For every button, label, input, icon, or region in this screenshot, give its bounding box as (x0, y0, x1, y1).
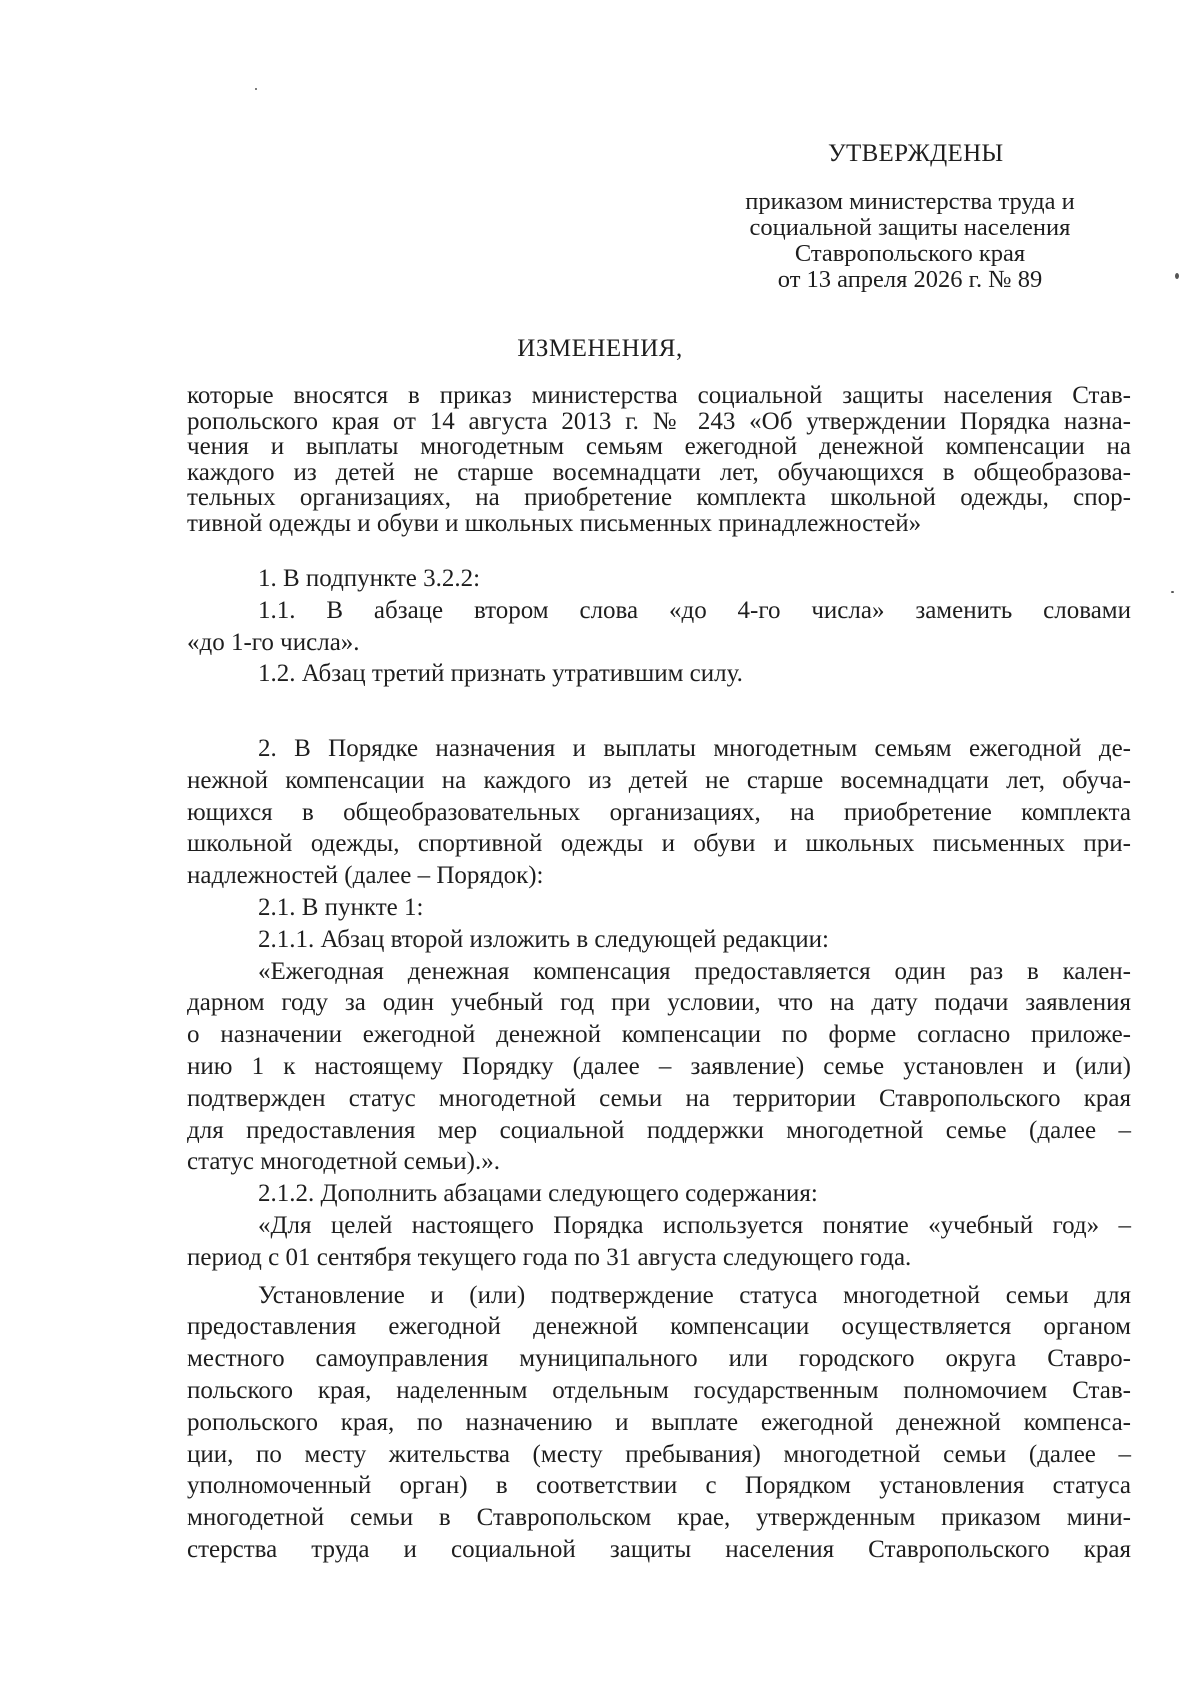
paragraph-line: 2.1.1. Абзац второй изложить в следующей редакции: (258, 925, 829, 953)
paragraph-line: 2.1. В пункте 1: (258, 893, 424, 921)
paragraph-line: дарном году за один учебный год при условии, что на дату подачи заявления (187, 989, 1131, 1017)
paragraph-line: нежной компенсации на каждого из детей не старше восемнадцати лет, обуча- (187, 766, 1131, 794)
section-1 (187, 563, 1131, 690)
paragraph-line: для предоставления мер социальной поддержки многодетной семье (далее – (187, 1116, 1131, 1144)
paragraph-line: предоставления ежегодной денежной компенсации осуществляется органом (187, 1313, 1131, 1341)
scan-speck (255, 88, 257, 90)
scan-speck (1175, 273, 1179, 279)
paragraph-line: 1. В подпункте 3.2.2: (258, 565, 481, 592)
paragraph-line: нию 1 к настоящему Порядку (далее – заявление) семье установлен и (или) (187, 1052, 1131, 1080)
document-title: ИЗМЕНЕНИЯ, (517, 335, 683, 362)
section-2 (187, 733, 1131, 1566)
paragraph-line: Установление и (или) подтверждение статуса многодетной семьи для (258, 1281, 1131, 1309)
approval-details (700, 189, 1120, 293)
scan-speck (1171, 591, 1174, 593)
paragraph-line: ропольского края, по назначению и выплате ежегодной денежной компенса- (187, 1408, 1131, 1436)
approval-line: от 13 апреля 2026 г. № 89 (777, 266, 1043, 293)
paragraph-line: польского края, наделенным отдельным государственным полномочием Став- (187, 1376, 1131, 1404)
paragraph-line: ющихся в общеобразовательных организациях, на приобретение комплекта (187, 798, 1131, 826)
paragraph-line: многодетной семьи в Ставропольском крае, утвержденным приказом мини- (187, 1504, 1131, 1532)
paragraph-line: «до 1-го числа». (187, 628, 360, 656)
paragraph-line: стерства труда и социальной защиты населения Ставропольского края (187, 1535, 1131, 1563)
approval-line: Ставропольского края (794, 240, 1026, 267)
paragraph-line: период с 01 сентября текущего года по 31 августа следующего года. (187, 1243, 912, 1271)
subtitle-line: тивной одежды и обуви и школьных письменных принадлежностей» (187, 509, 922, 537)
paragraph-line: о назначении ежегодной денежной компенсации по форме согласно приложе- (187, 1021, 1131, 1049)
subtitle-line: чения и выплаты многодетным семьям ежегодной денежной компенсации на (187, 433, 1131, 460)
paragraph-line: школьной одежды, спортивной одежды и обуви и школьных письменных при- (187, 830, 1131, 858)
document-subtitle (187, 383, 1131, 536)
paragraph-line: надлежностей (далее – Порядок): (187, 862, 544, 890)
paragraph-line: «Для целей настоящего Порядка используется понятие «учебный год» – (258, 1211, 1131, 1239)
subtitle-line: тельных организациях, на приобретение комплекта школьной одежды, спор- (187, 484, 1131, 511)
approval-line: приказом министерства труда и (745, 188, 1075, 215)
approval-title: УТВЕРЖДЕНЫ (828, 140, 1004, 167)
subtitle-line: каждого из детей не старше восемнадцати лет, обучающихся в общеобразова- (187, 458, 1131, 486)
paragraph-line: 1.1. В абзаце втором слова «до 4-го числа» заменить словами (258, 596, 1131, 624)
paragraph-line: местного самоуправления муниципального или городского округа Ставро- (187, 1345, 1131, 1373)
paragraph-line: ции, по месту жительства (месту пребывания) многодетной семьи (далее – (187, 1440, 1131, 1468)
paragraph-line: 2. В Порядке назначения и выплаты многодетным семьям ежегодной де- (258, 735, 1131, 762)
subtitle-line: которые вносятся в приказ министерства социальной защиты населения Став- (187, 382, 1131, 409)
paragraph-line: уполномоченный орган) в соответствии с Порядком установления статуса (187, 1472, 1131, 1500)
paragraph-line: 1.2. Абзац третий признать утратившим силу. (258, 660, 743, 688)
paragraph-line: «Ежегодная денежная компенсация предоставляется один раз в кален- (258, 957, 1131, 985)
paragraph-line: подтвержден статус многодетной семьи на территории Ставропольского края (187, 1084, 1131, 1112)
approval-line: социальной защиты населения (749, 214, 1071, 241)
subtitle-line: ропольского края от 14 августа 2013 г. № 243 «Об утверждении Порядка назна- (187, 407, 1131, 435)
paragraph-line: статус многодетной семьи).». (187, 1148, 501, 1176)
paragraph-line: 2.1.2. Дополнить абзацами следующего содержания: (258, 1180, 818, 1208)
